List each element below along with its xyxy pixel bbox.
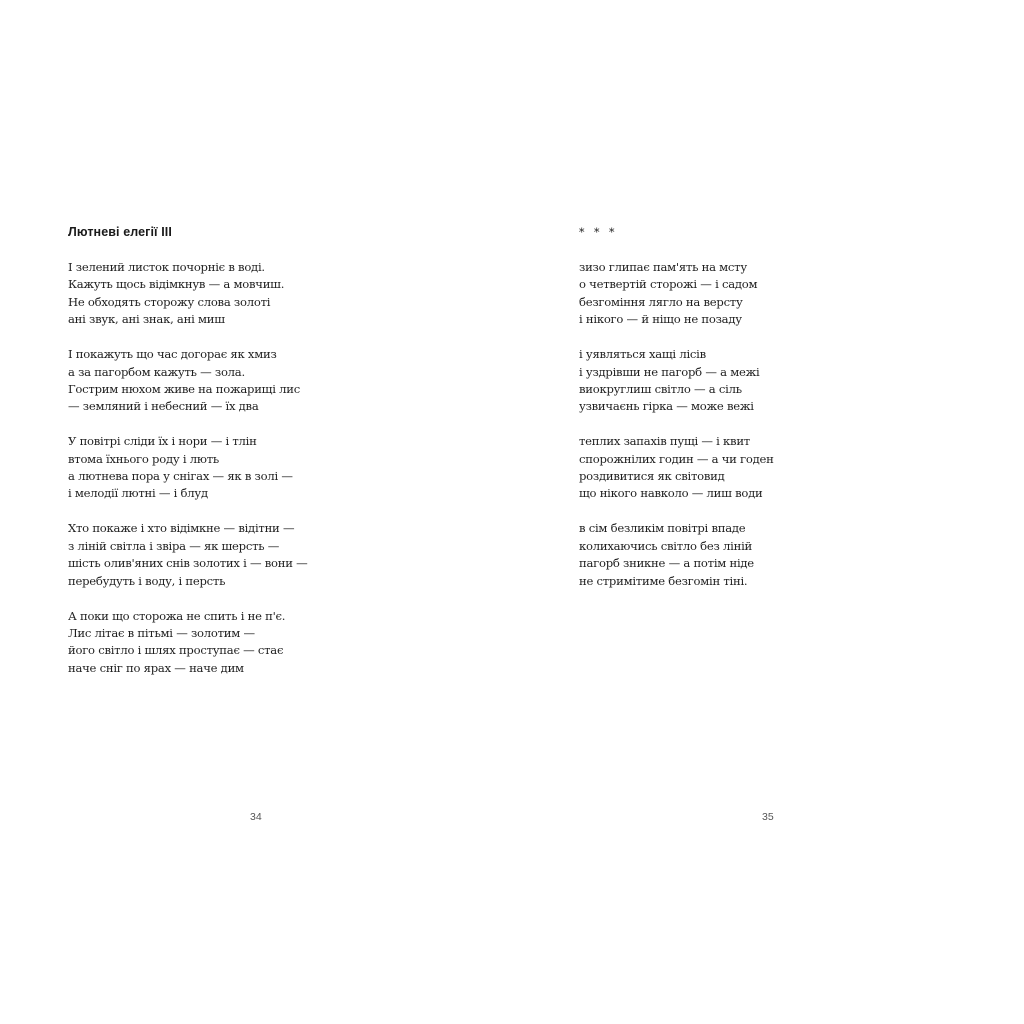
asterism-heading: * * * xyxy=(579,226,618,239)
verse-line: У повітрі сліди їх і нори — і тлін xyxy=(68,434,257,449)
verse-line: колихаючись світло без ліній xyxy=(579,538,753,553)
verse-line: і мелодії лютні — і блуд xyxy=(68,486,208,501)
verse-line: перебудуть і воду, і персть xyxy=(68,573,226,588)
stanza xyxy=(68,346,308,416)
page-number: 35 xyxy=(762,811,774,823)
page-number: 34 xyxy=(250,811,262,823)
poem-title: Лютневі елегії III xyxy=(68,225,172,239)
verse-line: Кажуть щось відімкнув — а мовчиш. xyxy=(68,277,285,292)
verse-line: ані звук, ані знак, ані миш xyxy=(68,312,225,327)
poem-left xyxy=(68,224,308,695)
verse-line: втома їхнього роду і лють xyxy=(68,451,219,466)
stanza xyxy=(68,608,308,678)
verse-line: що нікого навколо — лиш води xyxy=(579,486,763,501)
verse-line: виокруглиш світло — а сіль xyxy=(579,381,742,396)
stanza xyxy=(68,433,308,503)
verse-line: І покажуть що час догорає як хмиз xyxy=(68,347,277,362)
verse-line: узвичаєнь гірка — може вежі xyxy=(579,399,754,414)
poem-right xyxy=(579,224,774,608)
verse-line: в сім безликім повітрі впаде xyxy=(579,521,746,536)
verse-line: спорожнілих годин — а чи годен xyxy=(579,451,774,466)
verse-line: пагорб зникне — а потім ніде xyxy=(579,556,754,571)
verse-line: Не обходять сторожу слова золоті xyxy=(68,294,271,309)
verse-line: І зелений листок почорніє в воді. xyxy=(68,260,265,274)
verse-line: наче сніг по ярах — наче дим xyxy=(68,660,244,675)
verse-line: і уздрівши не пагорб — а межі xyxy=(579,364,760,379)
verse-line: і нікого — й ніщо не позаду xyxy=(579,312,742,327)
verse-line: а за пагорбом кажуть — зола. xyxy=(68,364,245,379)
verse-line: з ліній світла і звіра — як шерсть — xyxy=(68,538,280,553)
verse-line: теплих запахів пущі — і квит xyxy=(579,434,750,449)
verse-line: Хто покаже і хто відімкне — відітни — xyxy=(68,521,295,536)
stanza xyxy=(579,520,774,590)
stanza xyxy=(579,346,774,416)
verse-line: — земляний і небесний — їх два xyxy=(68,399,259,414)
verse-line: шість олив'яних снів золотих і — вони — xyxy=(68,556,308,571)
verse-line: не стримітиме безгомін тіні. xyxy=(579,573,748,588)
stanza xyxy=(579,259,774,329)
verse-line: роздивитися як світовид xyxy=(579,469,725,484)
stanza xyxy=(579,433,774,503)
verse-line: зизо глипає пам'ять на мсту xyxy=(579,260,747,274)
stanza xyxy=(68,259,308,329)
right-page xyxy=(512,0,1024,1024)
verse-line: і уявляться хащі лісів xyxy=(579,347,706,362)
verse-line: Лис літає в пітьмі — золотим — xyxy=(68,625,255,640)
verse-line: а лютнева пора у снігах — як в золі — xyxy=(68,469,293,484)
verse-line: його світло і шлях проступає — стає xyxy=(68,643,284,658)
verse-line: А поки що сторожа не спить і не п'є. xyxy=(68,608,286,623)
stanza xyxy=(68,520,308,590)
verse-line: о четвертій сторожі — і садом xyxy=(579,277,758,292)
verse-line: Гострим нюхом живе на пожарищі лис xyxy=(68,381,300,396)
verse-line: безгоміння лягло на версту xyxy=(579,294,743,309)
